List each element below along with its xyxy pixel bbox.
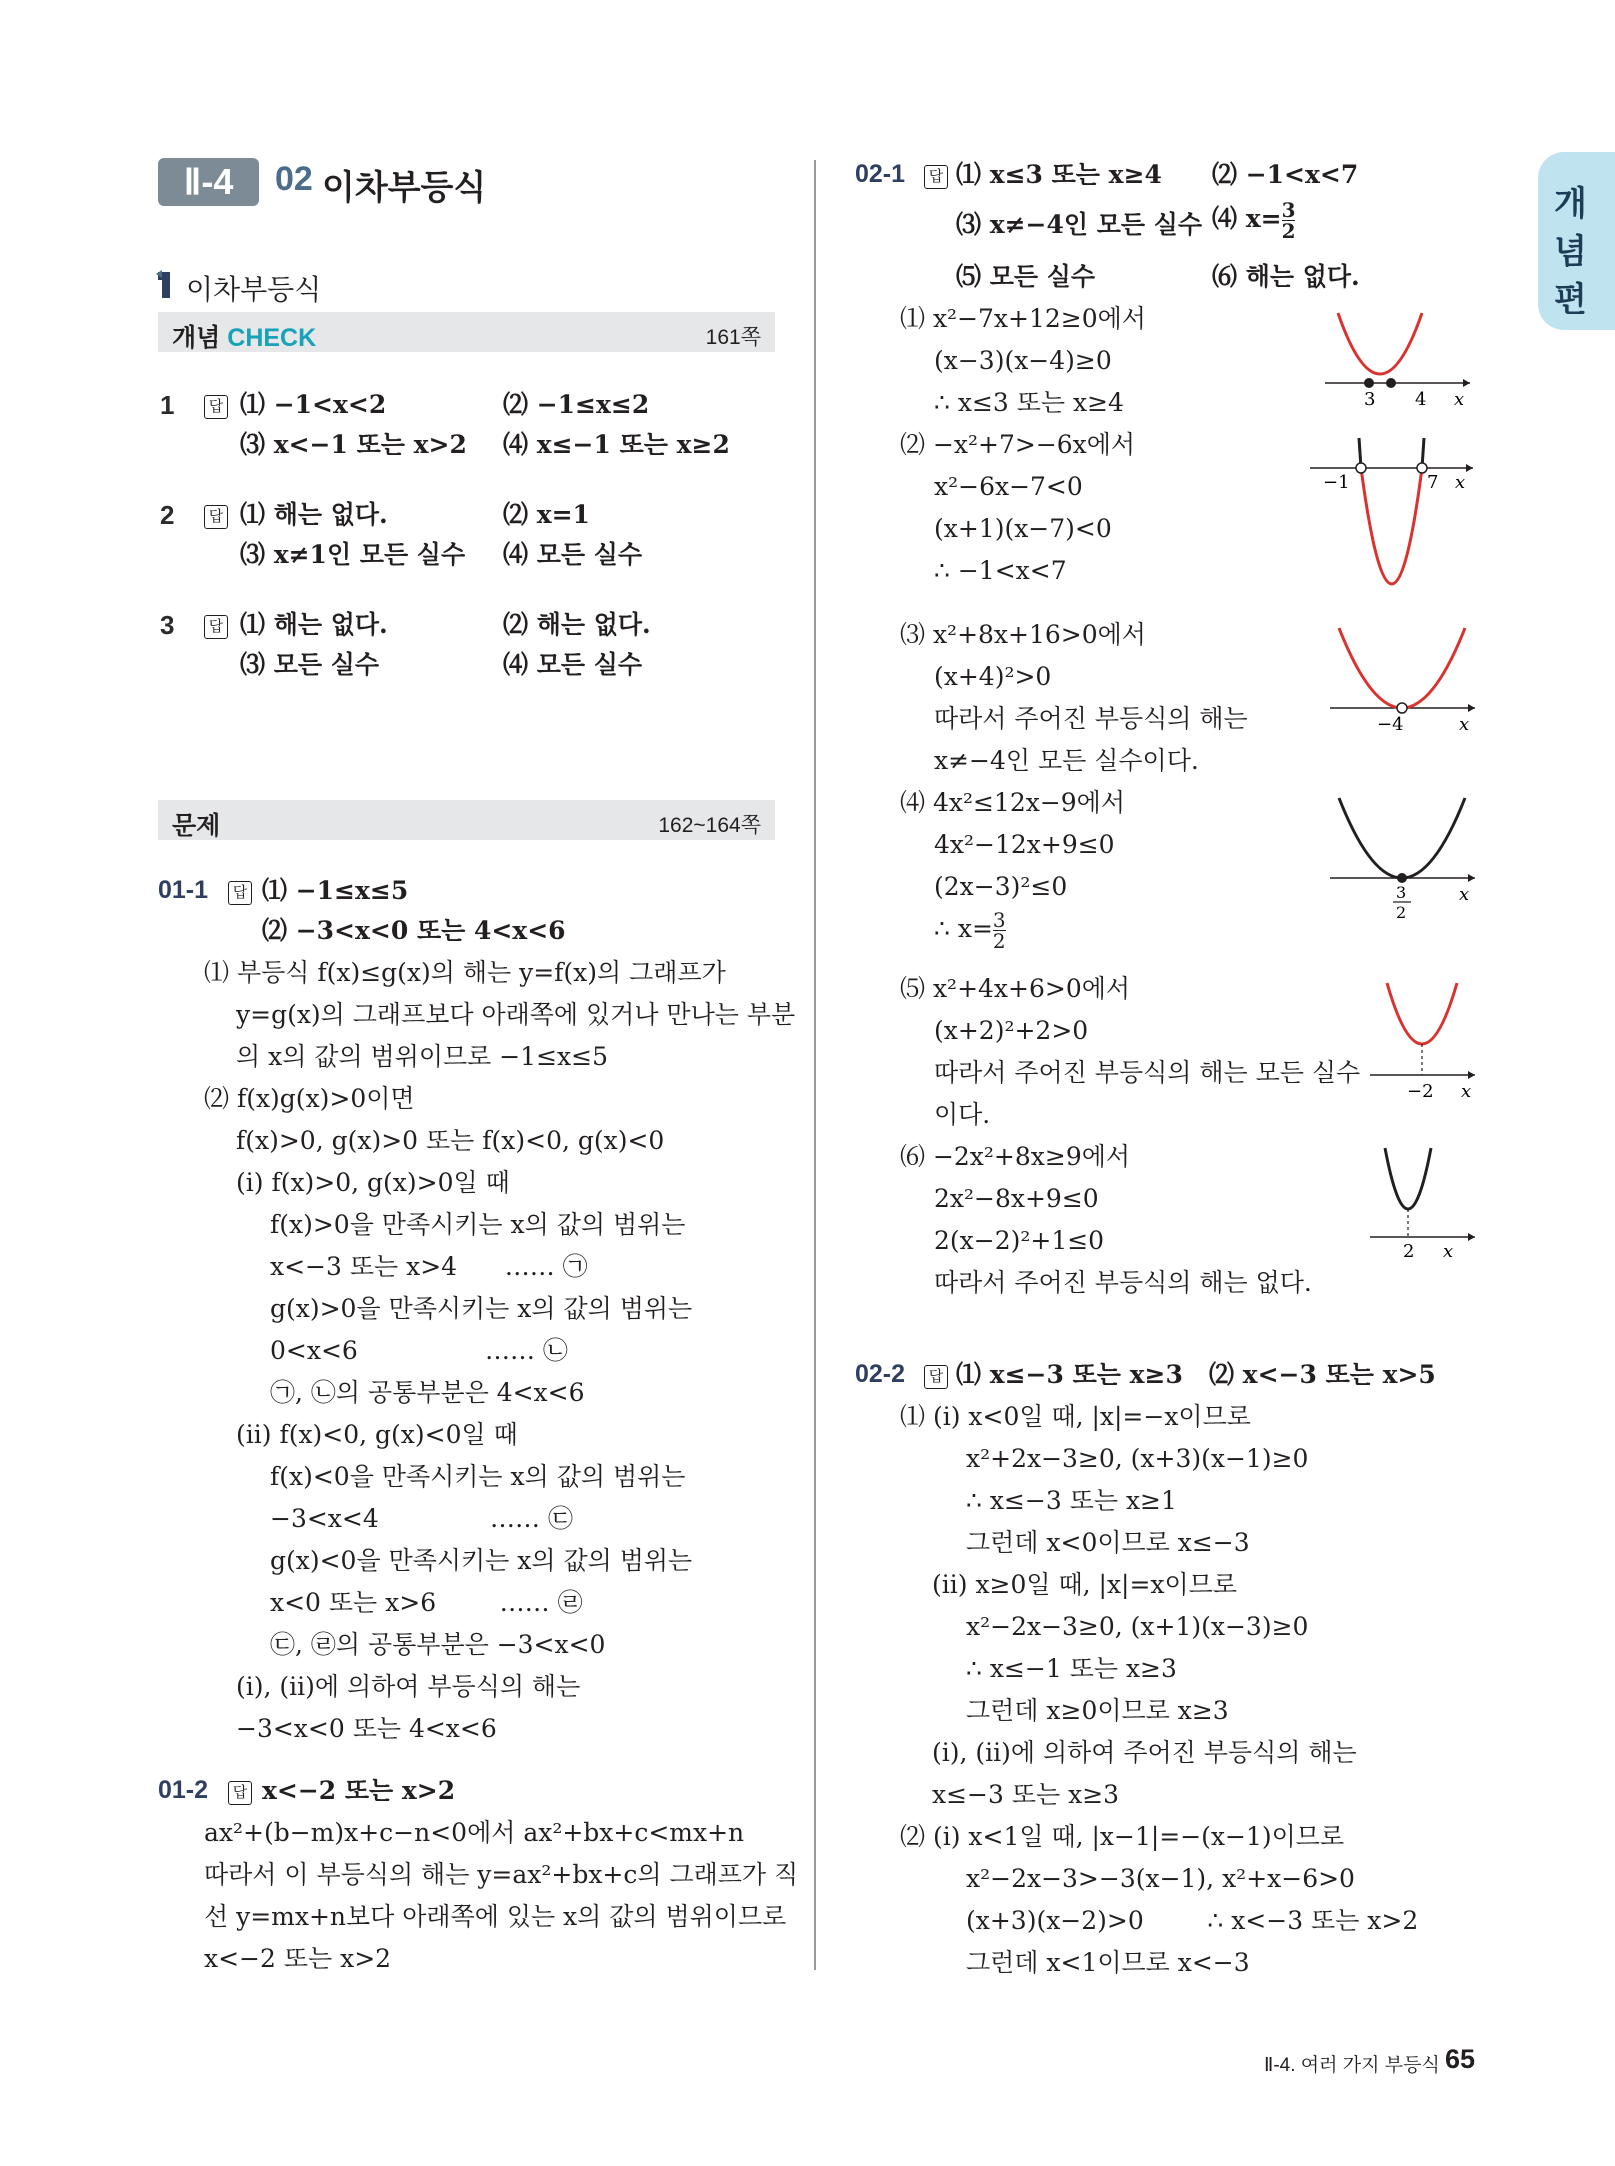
section-marker-icon <box>156 270 174 300</box>
solution-line: 따라서 이 부등식의 해는 y=ax²+bx+c의 그래프가 직 <box>204 1860 799 1889</box>
answer-4-fraction <box>1282 200 1296 241</box>
solution-line: (ⅱ) x≥0일 때, |x|=x이므로 <box>932 1570 1237 1599</box>
page-number: 65 <box>1445 2044 1476 2074</box>
graph-3-axis-label: x <box>1459 714 1470 735</box>
check-answer: ⑷ x≤−1 또는 x≥2 <box>503 430 730 459</box>
solution-line: x²−2x−3≥0, (x+1)(x−3)≥0 <box>966 1612 1309 1641</box>
graph-2-tick-minus1: −1 <box>1323 472 1350 493</box>
solution-line: y=g(x)의 그래프보다 아래쪽에 있거나 만나는 부분 <box>236 1000 796 1029</box>
solution-line: 그런데 x≥0이므로 x≥3 <box>966 1696 1229 1725</box>
check-item-number: 1 <box>160 390 175 420</box>
concept-check-page: 161쪽 <box>705 326 761 349</box>
problem-answer: ⑴ x≤3 또는 x≥4 <box>956 160 1162 189</box>
solution-line: ⑵ (ⅰ) x<1일 때, |x−1|=−(x−1)이므로 <box>900 1822 1345 1851</box>
problem-answer: ⑴ −1≤x≤5 <box>262 876 409 905</box>
solution-line: ㉢, ㉣의 공통부분은 −3<x<0 <box>270 1630 606 1659</box>
solution-line: ∴ x≤−1 또는 x≥3 <box>966 1654 1177 1683</box>
solution-line: (ⅱ) f(x)<0, g(x)<0일 때 <box>236 1420 518 1449</box>
check-answer: ⑶ x≠1인 모든 실수 <box>240 540 466 569</box>
solution-line: f(x)>0을 만족시키는 x의 값의 범위는 <box>270 1210 686 1239</box>
check-item-mark: 답 <box>204 390 232 420</box>
solution-line: (x−3)(x−4)≥0 <box>934 346 1112 375</box>
frac-numerator: 3 <box>1281 198 1296 222</box>
problem-answer: ⑵ −1<x<7 <box>1212 160 1359 189</box>
problem-answer: ⑴ x≤−3 또는 x≥3 ⑵ x<−3 또는 x>5 <box>956 1360 1436 1389</box>
solution-line: x²−2x−3>−3(x−1), x²+x−6>0 <box>966 1864 1355 1893</box>
solution-line: ax²+(b−m)x+c−n<0에서 ax²+bx+c<mx+n <box>204 1818 745 1847</box>
problem-answer: ⑹ 해는 없다. <box>1212 262 1360 291</box>
solution-line: x<−3 또는 x>4 …… ㉠ <box>270 1252 588 1281</box>
answer-4-text: ⑷ x= <box>1212 204 1282 233</box>
section-title: 이차부등식 <box>186 274 322 305</box>
solution-line: ㉠, ㉡의 공통부분은 4<x<6 <box>270 1378 585 1407</box>
graph-1 <box>1320 305 1475 410</box>
solution-line: 그런데 x<1이므로 x<−3 <box>966 1948 1250 1977</box>
graph-1-tick-4: 4 <box>1415 389 1427 410</box>
solution-line: −3<x<0 또는 4<x<6 <box>236 1714 497 1743</box>
concept-check-bar <box>158 312 775 352</box>
check-answer: ⑵ 해는 없다. <box>503 610 651 639</box>
graph-2-axis-label: x <box>1455 472 1466 493</box>
solution-line: 선 y=mx+n보다 아래쪽에 있는 x의 값의 범위이므로 <box>204 1902 787 1931</box>
solution-line: (ⅰ) f(x)>0, g(x)>0일 때 <box>236 1168 510 1197</box>
graph-1-tick-3: 3 <box>1364 389 1376 410</box>
problem-number: 01-2 <box>158 1776 209 1804</box>
answer-mark: 답 <box>228 1776 256 1806</box>
solution-line <box>934 910 1006 960</box>
unit-badge-text: Ⅱ-4 <box>183 161 234 202</box>
solution-line: 이다. <box>934 1100 991 1129</box>
problems-label: 문제 <box>172 812 221 840</box>
solution-line: x²−6x−7<0 <box>934 472 1083 501</box>
unit-badge <box>158 158 259 206</box>
graph-5-tick-minus2: −2 <box>1407 1081 1434 1100</box>
solution-line: 2x²−8x+9≤0 <box>934 1184 1099 1213</box>
graph-2-tick-7: 7 <box>1427 472 1439 493</box>
check-item-mark: 답 <box>204 500 232 530</box>
solution-line: ∴ −1<x<7 <box>934 556 1067 585</box>
solution-line: (ⅰ), (ⅱ)에 의하여 부등식의 해는 <box>236 1672 581 1701</box>
side-tab <box>1538 152 1615 330</box>
solution-line: ∴ x≤3 또는 x≥4 <box>934 388 1124 417</box>
graph-3 <box>1325 620 1480 735</box>
check-item-mark: 답 <box>204 610 232 640</box>
answer-mark: 답 <box>228 876 256 906</box>
solution-line: ⑶ x²+8x+16>0에서 <box>900 620 1146 649</box>
problems-bar <box>158 800 775 840</box>
check-item-number: 3 <box>160 610 175 640</box>
check-answer: ⑶ x<−1 또는 x>2 <box>240 430 467 459</box>
problem-answer <box>1212 200 1295 250</box>
solution-line: 따라서 주어진 부등식의 해는 없다. <box>934 1268 1312 1297</box>
solution-line: 0<x<6 …… ㉡ <box>270 1336 568 1365</box>
graph-2 <box>1305 430 1480 610</box>
graph-6-tick-2: 2 <box>1403 1241 1415 1260</box>
part4-result-text: ∴ x= <box>934 914 993 943</box>
solution-line: (x+2)²+2>0 <box>934 1016 1089 1045</box>
graph-4-axis-label: x <box>1459 884 1470 905</box>
solution-line: (x+3)(x−2)>0 ∴ x<−3 또는 x>2 <box>966 1906 1419 1935</box>
check-answer: ⑴ 해는 없다. <box>240 500 388 529</box>
problem-number: 02-2 <box>855 1360 906 1388</box>
problem-answer: x<−2 또는 x>2 <box>262 1776 456 1805</box>
solution-line: 따라서 주어진 부등식의 해는 모든 실수 <box>934 1058 1361 1087</box>
problem-answer: ⑸ 모든 실수 <box>956 262 1096 291</box>
problem-number: 02-1 <box>855 160 906 188</box>
solution-line: −3<x<4 …… ㉢ <box>270 1504 573 1533</box>
frac-numerator: 3 <box>992 908 1006 932</box>
lesson-title: 이차부등식 <box>322 169 487 207</box>
frac-denominator: 2 <box>992 929 1006 953</box>
side-tab-char-1: 개 <box>1554 185 1587 223</box>
check-answer: ⑵ x=1 <box>503 500 590 529</box>
answer-mark: 답 <box>924 160 952 190</box>
problem-number: 01-1 <box>158 876 209 904</box>
solution-line: (ⅰ), (ⅱ)에 의하여 주어진 부등식의 해는 <box>932 1738 1357 1767</box>
footer-chapter: Ⅱ-4. 여러 가지 부등식 <box>1264 2055 1440 2076</box>
frac-denominator: 2 <box>1281 219 1296 243</box>
solution-line: (2x−3)²≤0 <box>934 872 1068 901</box>
graph-3-tick-minus4: −4 <box>1377 714 1404 735</box>
solution-line: x²+2x−3≥0, (x+3)(x−1)≥0 <box>966 1444 1309 1473</box>
concept-label-b: CHECK <box>227 324 317 352</box>
answer-mark: 답 <box>924 1360 952 1390</box>
graph-4-tick-den: 2 <box>1396 903 1407 922</box>
solution-line: 의 x의 값의 범위이므로 −1≤x≤5 <box>236 1042 608 1071</box>
check-answer: ⑴ −1<x<2 <box>240 390 387 419</box>
solution-line: 따라서 주어진 부등식의 해는 <box>934 704 1248 733</box>
graph-4 <box>1325 790 1480 930</box>
graph-4-tick-num: 3 <box>1396 883 1407 902</box>
solution-line: ⑸ x²+4x+6>0에서 <box>900 974 1131 1003</box>
problem-answer: ⑶ x≠−4인 모든 실수 <box>956 210 1203 239</box>
solution-line: ⑴ (ⅰ) x<0일 때, |x|=−x이므로 <box>900 1402 1251 1431</box>
side-tab-char-2: 념 <box>1554 233 1587 271</box>
solution-line: (x+1)(x−7)<0 <box>934 514 1112 543</box>
graph-5-axis-label: x <box>1461 1081 1472 1100</box>
part4-result-fraction <box>993 910 1006 951</box>
solution-line: x<0 또는 x>6 …… ㉣ <box>270 1588 583 1617</box>
check-item-number: 2 <box>160 500 175 530</box>
solution-line: 2(x−2)²+1≤0 <box>934 1226 1105 1255</box>
solution-line: g(x)<0을 만족시키는 x의 값의 범위는 <box>270 1546 693 1575</box>
check-answer: ⑷ 모든 실수 <box>503 650 643 679</box>
solution-line: ∴ x≤−3 또는 x≥1 <box>966 1486 1177 1515</box>
solution-line: f(x)<0을 만족시키는 x의 값의 범위는 <box>270 1462 686 1491</box>
check-answer: ⑶ 모든 실수 <box>240 650 380 679</box>
problems-page: 162~164쪽 <box>658 814 761 837</box>
concept-check-label <box>172 318 316 354</box>
graph-1-axis-label: x <box>1454 389 1465 410</box>
solution-line: x≤−3 또는 x≥3 <box>932 1780 1120 1809</box>
check-answer: ⑷ 모든 실수 <box>503 540 643 569</box>
graph-5 <box>1365 975 1480 1100</box>
check-answer: ⑴ 해는 없다. <box>240 610 388 639</box>
check-answer: ⑵ −1≤x≤2 <box>503 390 650 419</box>
solution-line: ⑴ 부등식 f(x)≤g(x)의 해는 y=f(x)의 그래프가 <box>204 958 726 987</box>
concept-label-a: 개념 <box>172 324 221 352</box>
graph-6 <box>1365 1140 1480 1260</box>
solution-line: f(x)>0, g(x)>0 또는 f(x)<0, g(x)<0 <box>236 1126 665 1155</box>
solution-line: g(x)>0을 만족시키는 x의 값의 범위는 <box>270 1294 693 1323</box>
column-divider <box>814 160 816 1970</box>
solution-line: (x+4)²>0 <box>934 662 1052 691</box>
solution-line: ⑷ 4x²≤12x−9에서 <box>900 788 1125 817</box>
solution-line: ⑹ −2x²+8x≥9에서 <box>900 1142 1131 1171</box>
solution-line: x≠−4인 모든 실수이다. <box>934 746 1199 775</box>
solution-line: 그런데 x<0이므로 x≤−3 <box>966 1528 1250 1557</box>
solution-line: 4x²−12x+9≤0 <box>934 830 1115 859</box>
solution-line: ⑵ −x²+7>−6x에서 <box>900 430 1136 459</box>
solution-line: ⑵ f(x)g(x)>0이면 <box>204 1084 415 1113</box>
lesson-number: 02 <box>275 160 313 198</box>
problem-answer: ⑵ −3<x<0 또는 4<x<6 <box>262 916 566 945</box>
graph-6-axis-label: x <box>1443 1241 1454 1260</box>
solution-line: x<−2 또는 x>2 <box>204 1944 392 1973</box>
side-tab-char-3: 편 <box>1554 281 1587 319</box>
solution-line: ⑴ x²−7x+12≥0에서 <box>900 304 1146 333</box>
